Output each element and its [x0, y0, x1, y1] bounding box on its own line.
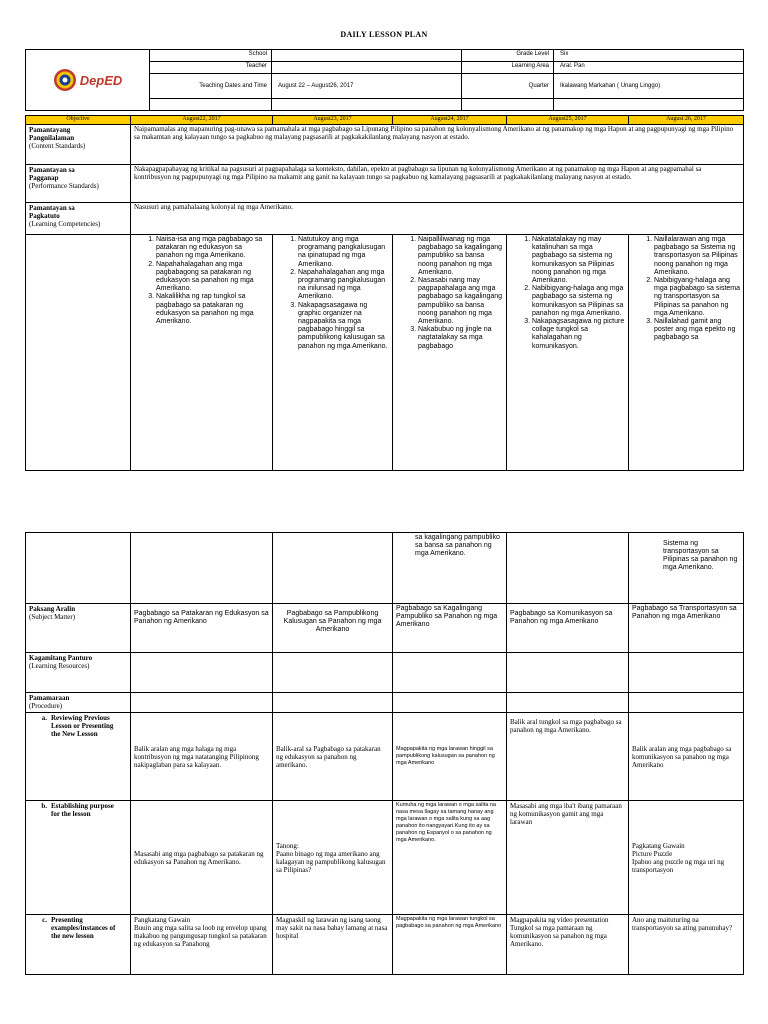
presenting-label: c. Presenting examples/instances of the new lesson [26, 915, 131, 975]
continued-day3: sa kagalingang pampubliko sa bansa sa panahon ng mga Amerikano. [393, 533, 507, 604]
deped-logo-cell [26, 50, 150, 111]
objectives-day4 [507, 235, 629, 471]
teacher-label: Teacher [150, 62, 272, 74]
establishing-day3: Kumuha ng mga larawan o mga salita na nasa mesa Ilagay sa tamang hanay ang mga larawan o mga salita kung sa aag panahon ito nangyayari.Kung ito ay sa panahon ng Espanyol o sa panahon ng mga Amerikano. [393, 801, 507, 915]
presenting-day5: Ano ang maituturing na transportasyon sa ating panunuhay? [629, 915, 744, 975]
establishing-day4: Masasabi ang mga iba't ibang pamaraan ng komunikasyon gamit ang mga larawan [507, 801, 629, 915]
presenting-day2: Magpaskil ng larawan ng isang taong may sakit na nasa bahay lamang at nasa hospital [273, 915, 393, 975]
school-label: School [150, 50, 272, 62]
list-item: 3. Nakabubuo ng jingle na nagtatalakay sa mga pagbabago [418, 326, 503, 351]
list-item: 1. Naipalliliwanag ng mga pagbabago sa kagalingang pampubliko sa bansa noong panahon ng mga Amerikano. [418, 236, 503, 277]
objectives-day5 [629, 235, 744, 471]
list-item: 3. Naillalahad gamit ang poster ang mga epekto ng pagbabago sa [654, 318, 740, 343]
objectives-table [25, 115, 744, 471]
subject-matter-day1: Pagbabago sa Patakaran ng Edukasyon sa Panahon ng Amerikano [131, 604, 273, 653]
establishing-label: b. Establishing purpose for the lesson [26, 801, 131, 915]
list-item: 1. Natutukoy ang mga programang pangkalusugan na ipinatupad ng mga Amerikano. [298, 236, 389, 269]
days-header-day1: August22, 2017 [131, 116, 273, 125]
quarter-value: Ikalawang Markahan ( Unang Linggo) [554, 74, 744, 99]
list-item: 3. Nakapagsasagawa ng graphic organizer na nagpapakita sa mga pagbabago hinggil sa pampublikong kalusugan sa panahon ng mga Amerikano. [298, 302, 389, 351]
presenting-day1: Pangkatang Gawain Buuin ang mga salita sa loob ng envelop upang makabuo ng pangungusap tungkol sa patakaran ng edukasyon sa Panahong [131, 915, 273, 975]
reviewing-label: a. Reviewing Previous Lesson or Presenting the New Lesson [26, 713, 131, 801]
school-value [272, 50, 462, 62]
subject-matter-label: Paksang Aralin (Subject Matter) [26, 604, 131, 653]
learning-competencies-label: Pamantayan sa Pagkatuto (Learning Competencies) [26, 203, 131, 235]
teacher-value [272, 62, 462, 74]
continued-day5: Sistema ng transportasyon sa Pilipinas sa panahon ng mga Amerikano. [629, 533, 744, 604]
reviewing-day5: Balik aralan ang mga pagbabago sa komunikasyon sa panahon ng mga Amerikano [629, 713, 744, 801]
presenting-day4: Magpapakita ng video presentation Tungkol sa mga pamaraan ng komunikasyon sa panahon ng mga Amerikano. [507, 915, 629, 975]
document-title: DAILY LESSON PLAN [340, 30, 428, 39]
establishing-day1: Masasabi ang mga pagbabago sa patakaran ng edukasyon sa Panahon ng Amerikano. [131, 801, 273, 915]
list-item: 1. Naillalarawan ang mga pagbabago sa Sistema ng transportasyon sa Pilipinas noong panahon ng mga Amerikano. [654, 236, 740, 277]
days-header-objective: Objective [26, 116, 131, 125]
establishing-day5: Pagkatang Gawain Picture Puzzle Ipabuo ang puzzle ng mga uri ng transportasyon [629, 801, 744, 915]
list-item: 2. Nabibigyang-halaga ang mga pagbabago sa sistema ng komunikasyon sa Pilipinas sa panahon ng mga Amerikano. [532, 285, 625, 318]
header-table [25, 49, 744, 111]
learning-competencies-text: Nasusuri ang pamahalaang kolonyal ng mga Amerikano. [131, 203, 744, 235]
list-item: 1. Nakatatalakay ng may katalinuhan sa mga pagbabago sa sistema ng komunikasyon sa Pilipinas noong panahon ng mga Amerikano. [532, 236, 625, 285]
reviewing-day1: Balik aralan ang mga halaga ng mga kontribusyon ng mga natatanging Pilipinong nakipaglaban para sa kalayaan. [131, 713, 273, 801]
list-item: 1. Naiisa-isa ang mga pagbabago sa patakaran ng edukasyon sa panahon ng mga Amerikano. [156, 236, 269, 261]
procedure-table [25, 532, 744, 975]
list-item: 2. Napahahalagahan ang mga programang pangkalusugan na inilunsad ng mga Amerikano. [298, 269, 389, 302]
days-header-day5: August 26, 2017 [629, 116, 744, 125]
grade-level-label: Grade Level [462, 50, 554, 62]
objectives-day1 [131, 235, 273, 471]
list-item: 2. Nabibigyang-halaga ang mga pagbabago sa sistema ng transportasyon sa Pilipinas sa panahon ng mga Amerikano. [654, 277, 740, 318]
learning-resources-label: Kagamitang Panturo (Learning Resources) [26, 653, 131, 693]
reviewing-day2: Balik-aral sa Pagbabago sa patakaran ng edukasyon sa panahon ng amerikano. [273, 713, 393, 801]
reviewing-day3: Magpapakita ng mga larawan hinggil sa pampublikong kalusugan sa panahon ng mga Amerikano [393, 713, 507, 801]
deped-logo-text: DepED [79, 72, 123, 88]
learning-area-value: Aral. Pan [554, 62, 744, 74]
list-item: 3. Nakapagsasagawa ng picture collage tungkol sa kahalagahan ng komunikasyon. [532, 318, 625, 351]
teaching-dates-value: August 22 – August26, 2017 [272, 74, 462, 99]
days-header-day4: August25, 2017 [507, 116, 629, 125]
procedure-label: Pamamaraan (Procedure) [26, 693, 131, 713]
content-standards-label: Pamantayang Pangnilalaman (Content Standards) [26, 125, 131, 165]
objectives-day2 [273, 235, 393, 471]
objectives-day3 [393, 235, 507, 471]
performance-standards-text: Nakapagpapahayag ng kritikal na pagsusuri at pagpapahalaga sa konteksto, dahilan, epekto at pagbabago sa lipunan ng kolonyalismong Amerikano at ng panamakop ng mga Hapon at ang pagpamahal sa kontribusyon ng pagpupunyagi ng mga Pilipino na makamit ang ganit na kalayaan tungo sa pagkabuo ng kamalayang pagsasarili at pagkakakilanlang malayang nasyon at estado. [131, 165, 744, 203]
content-standards-text: Naipamamalas ang mapanuring pag-unawa sa pamamahala at mga pagbabago sa Lipunang Pilipino sa panahon ng kolonyalismong Amerikano at ng panamakop ng mga Hapon at ang pagpupunyagi ng mga Pilipino sa makamtan ang kalayaan tungo sa pagkabuo ng malayang pagsasarili at pagkakakilanlang malayang nasyon at estado. [131, 125, 744, 165]
subject-matter-day2: Pagbabago sa Pampublikong Kalusugan sa Panahon ng mga Amerikano [273, 604, 393, 653]
deped-seal-icon [53, 68, 77, 92]
presenting-day3: Magpapakita ng mga larawan tungkol sa pagbabago sa panahon ng mga Amerikano [393, 915, 507, 975]
days-header-day2: August23, 2017 [273, 116, 393, 125]
teaching-dates-label: Teaching Dates and Time [150, 74, 272, 99]
subject-matter-day3: Pagbabago sa Kagalingang Pampubliko sa Panahon ng mga Amerikano [393, 604, 507, 653]
quarter-label: Quarter [462, 74, 554, 99]
subject-matter-day5: Pagbabago sa Transportasyon sa Panahon ng mga Amerikano [629, 604, 744, 653]
list-item: 3. Nakalilikha ng rap tungkol sa pagbabago sa patakaran ng edukasyon sa panahon ng mga Amerikano. [156, 293, 269, 326]
objectives-blank-cell [26, 235, 131, 471]
list-item: 2. Napahahalagahan ang mga pagbabagong sa patakaran ng edukasyon sa panahon ng mga Amerikano. [156, 261, 269, 294]
reviewing-day4: Balik aral tungkol sa mga pagbabago sa panahon ng mga Amerikano. [507, 713, 629, 801]
subject-matter-day4: Pagbabago sa Komunikasyon sa Panahon ng mga Amerikano [507, 604, 629, 653]
grade-level-value: Six [554, 50, 744, 62]
learning-area-label: Learning Area [462, 62, 554, 74]
performance-standards-label: Pamantayan sa Pagganap (Performance Standards) [26, 165, 131, 203]
list-item: 2. Nasasabi nang may pagpapahalaga ang mga pagbabago sa kagalingang pampubliko sa bansa noong panahon ng mga Amerikano. [418, 277, 503, 326]
days-header-day3: August24, 2017 [393, 116, 507, 125]
establishing-day2: Tanong: Paano binago ng mga amerikano ang kalagayan ng pampublikong kalusugan sa Pilipinas? [273, 801, 393, 915]
